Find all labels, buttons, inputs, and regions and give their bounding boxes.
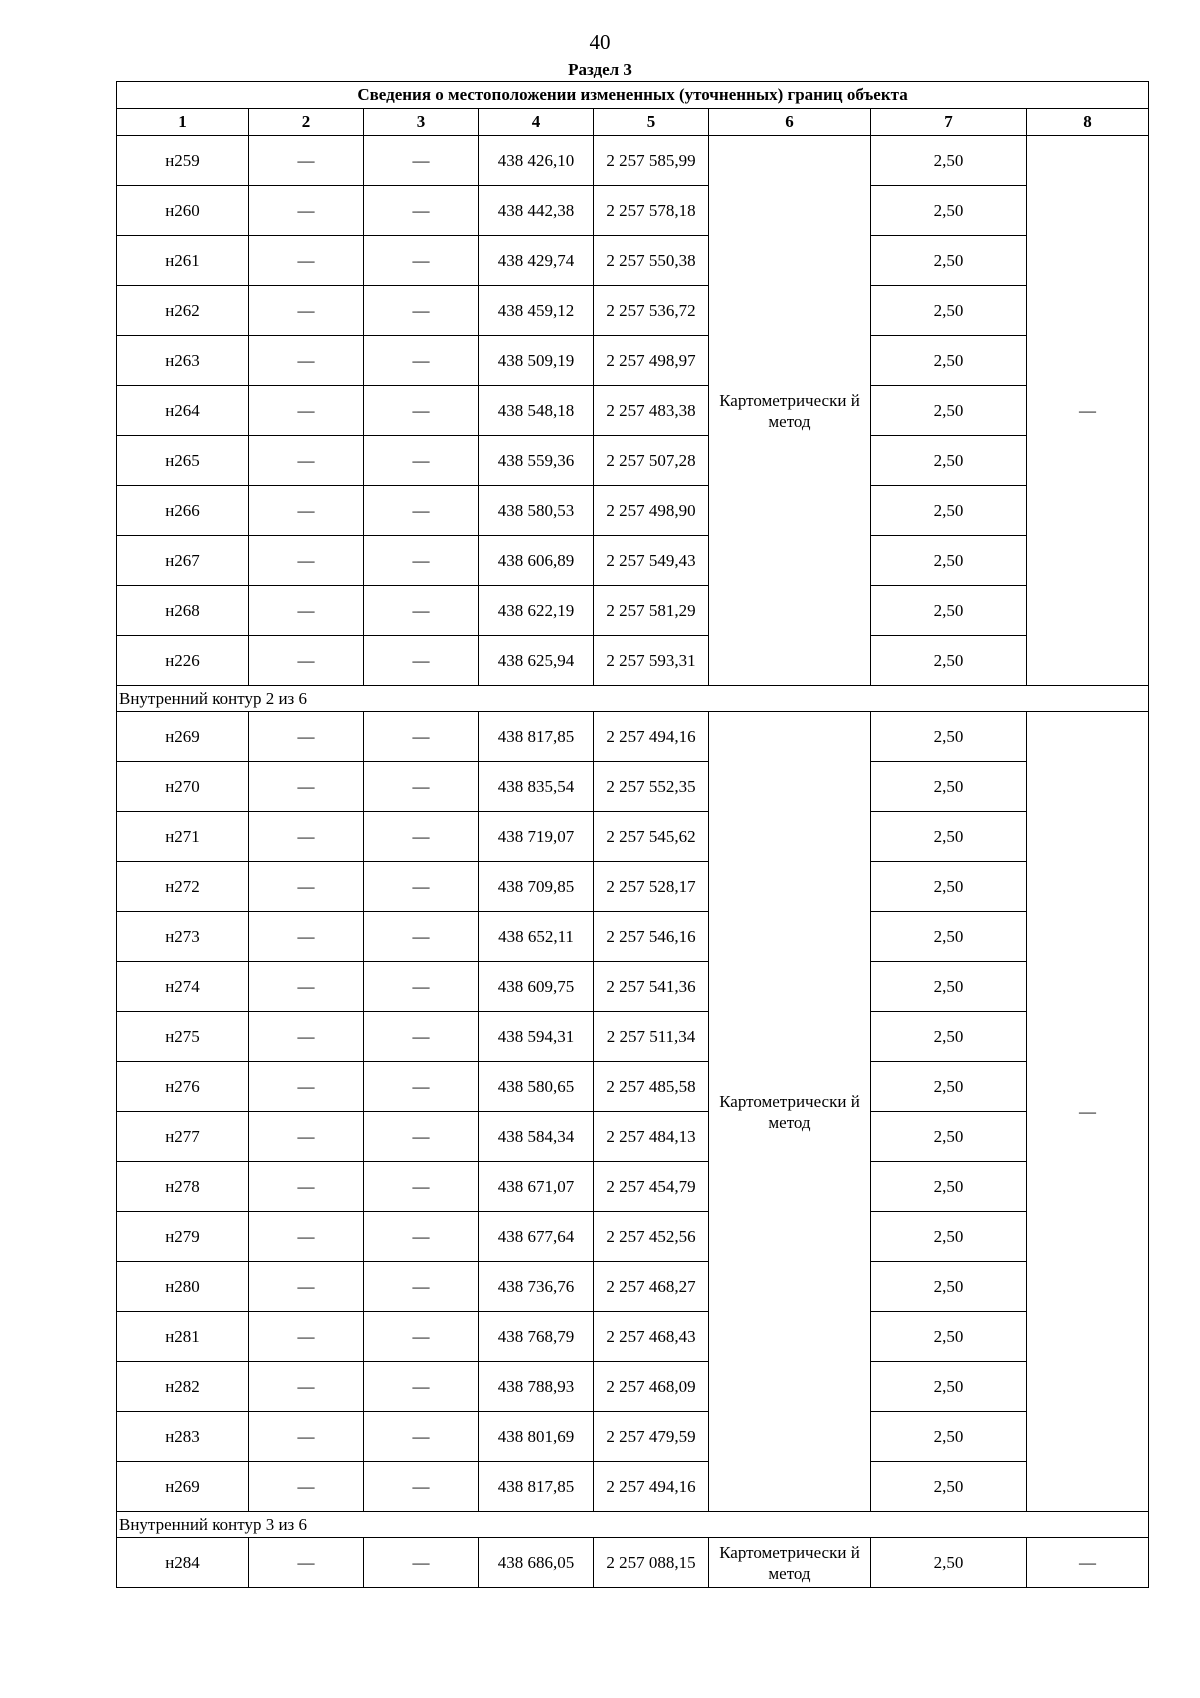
section-title: Раздел 3: [568, 60, 632, 79]
table-row: [117, 1112, 1149, 1162]
point-id-cell: н265: [117, 436, 249, 486]
column-3-cell: —: [364, 536, 479, 586]
y-coordinate-cell: 2 257 485,58: [594, 1062, 709, 1112]
x-coordinate-cell: 438 817,85: [479, 1462, 594, 1512]
column-2-cell: —: [249, 712, 364, 762]
column-3-cell: —: [364, 586, 479, 636]
column-3-cell: —: [364, 636, 479, 686]
table-row: [117, 1212, 1149, 1262]
x-coordinate-cell: 438 594,31: [479, 1012, 594, 1062]
y-coordinate-cell: 2 257 511,34: [594, 1012, 709, 1062]
precision-cell: 2,50: [871, 1412, 1027, 1462]
x-coordinate-cell: 438 817,85: [479, 712, 594, 762]
column-3-cell: —: [364, 486, 479, 536]
column-2-cell: —: [249, 1412, 364, 1462]
point-id-cell: н261: [117, 236, 249, 286]
precision-cell: 2,50: [871, 1538, 1027, 1588]
precision-cell: 2,50: [871, 1212, 1027, 1262]
column-2-cell: —: [249, 286, 364, 336]
y-coordinate-cell: 2 257 549,43: [594, 536, 709, 586]
column-3-cell: —: [364, 1412, 479, 1462]
column-header-7: 7: [871, 109, 1027, 136]
y-coordinate-cell: 2 257 545,62: [594, 812, 709, 862]
column-3-cell: —: [364, 712, 479, 762]
table-row: [117, 712, 1149, 762]
precision-cell: 2,50: [871, 762, 1027, 812]
point-id-cell: н282: [117, 1362, 249, 1412]
table-row: [117, 762, 1149, 812]
column-3-cell: —: [364, 136, 479, 186]
point-id-cell: н271: [117, 812, 249, 862]
point-id-cell: н260: [117, 186, 249, 236]
x-coordinate-cell: 438 686,05: [479, 1538, 594, 1588]
point-id-cell: н262: [117, 286, 249, 336]
column-2-cell: —: [249, 812, 364, 862]
precision-cell: 2,50: [871, 1362, 1027, 1412]
y-coordinate-cell: 2 257 498,90: [594, 486, 709, 536]
column-2-cell: —: [249, 962, 364, 1012]
column-2-cell: —: [249, 1062, 364, 1112]
y-coordinate-cell: 2 257 468,09: [594, 1362, 709, 1412]
point-id-cell: н284: [117, 1538, 249, 1588]
contour-label: Внутренний контур 2 из 6: [117, 686, 1149, 712]
table-row: [117, 436, 1149, 486]
y-coordinate-cell: 2 257 541,36: [594, 962, 709, 1012]
y-coordinate-cell: 2 257 483,38: [594, 386, 709, 436]
point-id-cell: н280: [117, 1262, 249, 1312]
method-cell: Картометрически й метод: [709, 136, 871, 686]
point-id-cell: н277: [117, 1112, 249, 1162]
table-row: [117, 1462, 1149, 1512]
precision-cell: 2,50: [871, 136, 1027, 186]
x-coordinate-cell: 438 736,76: [479, 1262, 594, 1312]
x-coordinate-cell: 438 584,34: [479, 1112, 594, 1162]
column-3-cell: —: [364, 1538, 479, 1588]
column-2-cell: —: [249, 762, 364, 812]
precision-cell: 2,50: [871, 636, 1027, 686]
column-header-3: 3: [364, 109, 479, 136]
table-row: [117, 186, 1149, 236]
precision-cell: 2,50: [871, 336, 1027, 386]
table-row: [117, 136, 1149, 186]
table-row: [117, 1012, 1149, 1062]
column-3-cell: —: [364, 912, 479, 962]
column-2-cell: —: [249, 1012, 364, 1062]
point-id-cell: н263: [117, 336, 249, 386]
column-3-cell: —: [364, 1162, 479, 1212]
y-coordinate-cell: 2 257 088,15: [594, 1538, 709, 1588]
point-id-cell: н273: [117, 912, 249, 962]
column-header-8: 8: [1027, 109, 1149, 136]
x-coordinate-cell: 438 509,19: [479, 336, 594, 386]
table-row: [117, 1062, 1149, 1112]
precision-cell: 2,50: [871, 862, 1027, 912]
table-row: [117, 812, 1149, 862]
column-3-cell: —: [364, 1112, 479, 1162]
column-2-cell: —: [249, 536, 364, 586]
x-coordinate-cell: 438 459,12: [479, 286, 594, 336]
column-header-5: 5: [594, 109, 709, 136]
y-coordinate-cell: 2 257 468,43: [594, 1312, 709, 1362]
y-coordinate-cell: 2 257 578,18: [594, 186, 709, 236]
column-8-cell: —: [1027, 136, 1149, 686]
table-row: [117, 386, 1149, 436]
x-coordinate-cell: 438 426,10: [479, 136, 594, 186]
table-row: [117, 1412, 1149, 1462]
point-id-cell: н275: [117, 1012, 249, 1062]
table-row: [117, 236, 1149, 286]
precision-cell: 2,50: [871, 1262, 1027, 1312]
point-id-cell: н267: [117, 536, 249, 586]
point-id-cell: н266: [117, 486, 249, 536]
column-3-cell: —: [364, 1262, 479, 1312]
point-id-cell: н268: [117, 586, 249, 636]
table-row: [117, 486, 1149, 536]
x-coordinate-cell: 438 609,75: [479, 962, 594, 1012]
precision-cell: 2,50: [871, 486, 1027, 536]
x-coordinate-cell: 438 442,38: [479, 186, 594, 236]
x-coordinate-cell: 438 768,79: [479, 1312, 594, 1362]
column-2-cell: —: [249, 1312, 364, 1362]
point-id-cell: н269: [117, 712, 249, 762]
y-coordinate-cell: 2 257 494,16: [594, 712, 709, 762]
column-3-cell: —: [364, 386, 479, 436]
precision-cell: 2,50: [871, 962, 1027, 1012]
x-coordinate-cell: 438 671,07: [479, 1162, 594, 1212]
column-2-cell: —: [249, 1262, 364, 1312]
x-coordinate-cell: 438 652,11: [479, 912, 594, 962]
column-3-cell: —: [364, 862, 479, 912]
precision-cell: 2,50: [871, 386, 1027, 436]
column-3-cell: —: [364, 1212, 479, 1262]
precision-cell: 2,50: [871, 712, 1027, 762]
precision-cell: 2,50: [871, 286, 1027, 336]
point-id-cell: н274: [117, 962, 249, 1012]
x-coordinate-cell: 438 580,53: [479, 486, 594, 536]
precision-cell: 2,50: [871, 1462, 1027, 1512]
contour-label: Внутренний контур 3 из 6: [117, 1512, 1149, 1538]
table-row: [117, 586, 1149, 636]
x-coordinate-cell: 438 788,93: [479, 1362, 594, 1412]
precision-cell: 2,50: [871, 1112, 1027, 1162]
precision-cell: 2,50: [871, 436, 1027, 486]
y-coordinate-cell: 2 257 479,59: [594, 1412, 709, 1462]
y-coordinate-cell: 2 257 507,28: [594, 436, 709, 486]
point-id-cell: н283: [117, 1412, 249, 1462]
point-id-cell: н276: [117, 1062, 249, 1112]
column-2-cell: —: [249, 136, 364, 186]
table-row: [117, 536, 1149, 586]
table-row: [117, 336, 1149, 386]
x-coordinate-cell: 438 677,64: [479, 1212, 594, 1262]
x-coordinate-cell: 438 625,94: [479, 636, 594, 686]
column-2-cell: —: [249, 186, 364, 236]
y-coordinate-cell: 2 257 468,27: [594, 1262, 709, 1312]
point-id-cell: н272: [117, 862, 249, 912]
column-3-cell: —: [364, 186, 479, 236]
precision-cell: 2,50: [871, 1012, 1027, 1062]
y-coordinate-cell: 2 257 454,79: [594, 1162, 709, 1212]
x-coordinate-cell: 438 429,74: [479, 236, 594, 286]
column-2-cell: —: [249, 636, 364, 686]
column-2-cell: —: [249, 336, 364, 386]
column-2-cell: —: [249, 586, 364, 636]
table-row: [117, 962, 1149, 1012]
column-2-cell: —: [249, 386, 364, 436]
point-id-cell: н281: [117, 1312, 249, 1362]
y-coordinate-cell: 2 257 452,56: [594, 1212, 709, 1262]
table-row: [117, 286, 1149, 336]
column-2-cell: —: [249, 862, 364, 912]
method-cell: Картометрически й метод: [709, 1538, 871, 1588]
column-2-cell: —: [249, 236, 364, 286]
y-coordinate-cell: 2 257 593,31: [594, 636, 709, 686]
table-body: [117, 136, 1149, 1588]
x-coordinate-cell: 438 719,07: [479, 812, 594, 862]
column-header-2: 2: [249, 109, 364, 136]
precision-cell: 2,50: [871, 1062, 1027, 1112]
column-2-cell: —: [249, 1212, 364, 1262]
column-2-cell: —: [249, 1112, 364, 1162]
table-row: [117, 1312, 1149, 1362]
x-coordinate-cell: 438 580,65: [479, 1062, 594, 1112]
precision-cell: 2,50: [871, 586, 1027, 636]
column-3-cell: —: [364, 436, 479, 486]
page-number: 40: [589, 30, 611, 54]
table-row: [117, 636, 1149, 686]
column-2-cell: —: [249, 436, 364, 486]
y-coordinate-cell: 2 257 552,35: [594, 762, 709, 812]
table-row: [117, 1362, 1149, 1412]
column-3-cell: —: [364, 336, 479, 386]
column-3-cell: —: [364, 1312, 479, 1362]
column-2-cell: —: [249, 486, 364, 536]
column-3-cell: —: [364, 1462, 479, 1512]
precision-cell: 2,50: [871, 912, 1027, 962]
precision-cell: 2,50: [871, 236, 1027, 286]
precision-cell: 2,50: [871, 536, 1027, 586]
column-2-cell: —: [249, 1162, 364, 1212]
x-coordinate-cell: 438 801,69: [479, 1412, 594, 1462]
column-2-cell: —: [249, 912, 364, 962]
precision-cell: 2,50: [871, 812, 1027, 862]
x-coordinate-cell: 438 559,36: [479, 436, 594, 486]
column-8-cell: —: [1027, 712, 1149, 1512]
column-3-cell: —: [364, 286, 479, 336]
column-2-cell: —: [249, 1462, 364, 1512]
point-id-cell: н259: [117, 136, 249, 186]
contour-label-row: [117, 686, 1149, 712]
x-coordinate-cell: 438 606,89: [479, 536, 594, 586]
table-row: [117, 1162, 1149, 1212]
column-3-cell: —: [364, 1362, 479, 1412]
precision-cell: 2,50: [871, 186, 1027, 236]
table-row: [117, 1538, 1149, 1588]
y-coordinate-cell: 2 257 550,38: [594, 236, 709, 286]
column-3-cell: —: [364, 962, 479, 1012]
x-coordinate-cell: 438 548,18: [479, 386, 594, 436]
column-3-cell: —: [364, 1062, 479, 1112]
point-id-cell: н278: [117, 1162, 249, 1212]
contour-label-row: [117, 1512, 1149, 1538]
table-title: Сведения о местоположении измененных (уточненных) границ объекта: [117, 82, 1149, 109]
y-coordinate-cell: 2 257 585,99: [594, 136, 709, 186]
precision-cell: 2,50: [871, 1312, 1027, 1362]
point-id-cell: н270: [117, 762, 249, 812]
y-coordinate-cell: 2 257 484,13: [594, 1112, 709, 1162]
x-coordinate-cell: 438 835,54: [479, 762, 594, 812]
column-header-row: [117, 109, 1149, 136]
x-coordinate-cell: 438 709,85: [479, 862, 594, 912]
column-2-cell: —: [249, 1538, 364, 1588]
y-coordinate-cell: 2 257 498,97: [594, 336, 709, 386]
column-3-cell: —: [364, 236, 479, 286]
table-row: [117, 1262, 1149, 1312]
point-id-cell: н264: [117, 386, 249, 436]
column-3-cell: —: [364, 1012, 479, 1062]
column-header-1: 1: [117, 109, 249, 136]
column-8-cell: —: [1027, 1538, 1149, 1588]
column-header-4: 4: [479, 109, 594, 136]
column-header-6: 6: [709, 109, 871, 136]
boundary-coordinates-table: [116, 81, 1149, 1588]
y-coordinate-cell: 2 257 528,17: [594, 862, 709, 912]
column-2-cell: —: [249, 1362, 364, 1412]
table-row: [117, 912, 1149, 962]
method-cell: Картометрически й метод: [709, 712, 871, 1512]
point-id-cell: н226: [117, 636, 249, 686]
x-coordinate-cell: 438 622,19: [479, 586, 594, 636]
y-coordinate-cell: 2 257 536,72: [594, 286, 709, 336]
point-id-cell: н269: [117, 1462, 249, 1512]
y-coordinate-cell: 2 257 546,16: [594, 912, 709, 962]
point-id-cell: н279: [117, 1212, 249, 1262]
y-coordinate-cell: 2 257 581,29: [594, 586, 709, 636]
column-3-cell: —: [364, 812, 479, 862]
y-coordinate-cell: 2 257 494,16: [594, 1462, 709, 1512]
column-3-cell: —: [364, 762, 479, 812]
table-row: [117, 862, 1149, 912]
precision-cell: 2,50: [871, 1162, 1027, 1212]
